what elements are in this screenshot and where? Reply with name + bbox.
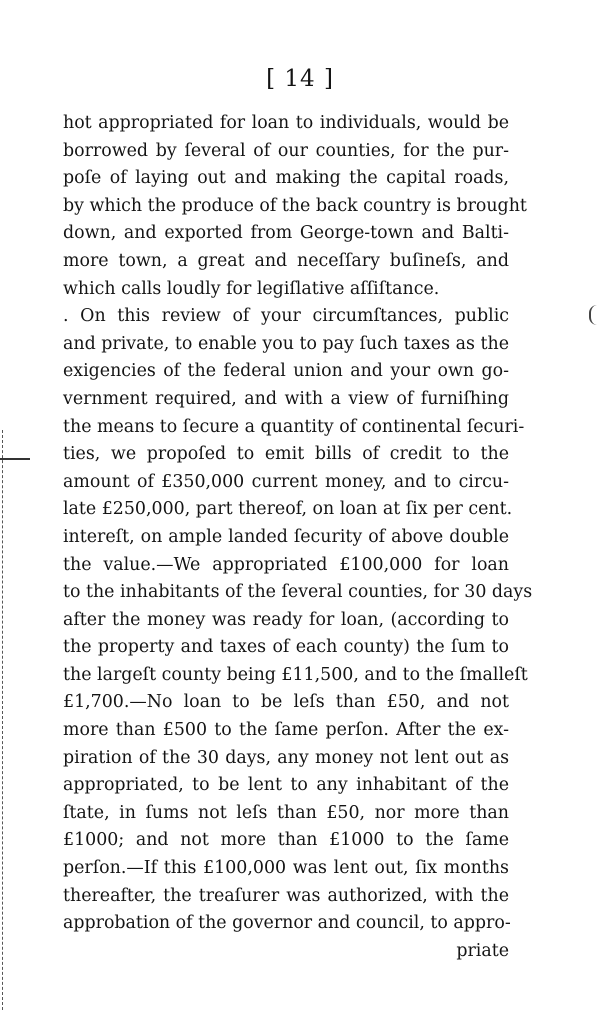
text-line: perſon.—If this £100,000 was lent out, ſix months <box>63 858 509 879</box>
text-line: £1000; and not more than £1000 to the ſame <box>63 830 509 851</box>
text-line: the value.—We appropriated £100,000 for loan <box>63 554 509 575</box>
margin-mark-right <box>589 305 597 325</box>
text-line: more town, a great and neceſſary buſineſs, and <box>63 250 509 271</box>
text-line: more than £500 to the ſame perſon. After the ex- <box>63 720 509 741</box>
text-line: hot appropriated for loan to individuals, would be <box>63 113 509 133</box>
text-line: by which the produce of the back country is brought <box>63 195 527 216</box>
text-line: . On this review of your circumſtances, public <box>63 306 509 327</box>
text-line: exigencies of the federal union and your own go- <box>63 361 509 382</box>
text-line: late £250,000, part thereof, on loan at ſix per cent. <box>63 499 513 520</box>
text-line: the largeſt county being £11,500, and to the ſmalleſt <box>63 664 528 685</box>
text-line: borrowed by ſeveral of our counties, for the pur- <box>63 140 509 161</box>
text-line: intereſt, on ample landed ſecurity of above double <box>63 526 509 547</box>
text-line: to the inhabitants of the ſeveral counties, for 30 days <box>63 582 533 603</box>
text-line: £1,700.—No loan to be leſs than £50, and not <box>63 692 509 713</box>
text-line: amount of £350,000 current money, and to circu- <box>63 471 509 492</box>
text-line: appropriated, to be lent to any inhabitant of the <box>63 775 509 796</box>
text-line: ties, we propoſed to emit bills of credit to the <box>63 444 509 465</box>
body-text <box>63 110 533 965</box>
text-line: and private, to enable you to pay ſuch taxes as the <box>63 333 509 354</box>
text-line: ſtate, in ſums not leſs than £50, nor more than <box>63 802 509 823</box>
margin-mark <box>0 458 30 466</box>
text-line: the means to ſecure a quantity of continental ſecuri- <box>63 416 525 437</box>
text-line: which calls loudly for legiſlative aſſiſtance. <box>63 278 440 299</box>
text-line: vernment required, and with a view of furniſhing <box>63 388 509 409</box>
text-line: thereafter, the treaſurer was authorized, with the <box>63 885 509 906</box>
text-line: poſe of laying out and making the capital roads, <box>63 168 509 189</box>
text-line: approbation of the governor and council, to appro- <box>63 913 511 934</box>
text-line: the property and taxes of each county) the ſum to <box>63 637 509 658</box>
catchword: priate <box>456 940 509 961</box>
page-edge-shadow <box>2 430 8 1010</box>
text-line: after the money was ready for loan, (according to <box>63 609 509 630</box>
page-number: [ 14 ] <box>266 66 334 92</box>
text-line: piration of the 30 days, any money not lent out as <box>63 747 509 768</box>
text-line: down, and exported from George-town and Balti- <box>63 223 509 244</box>
